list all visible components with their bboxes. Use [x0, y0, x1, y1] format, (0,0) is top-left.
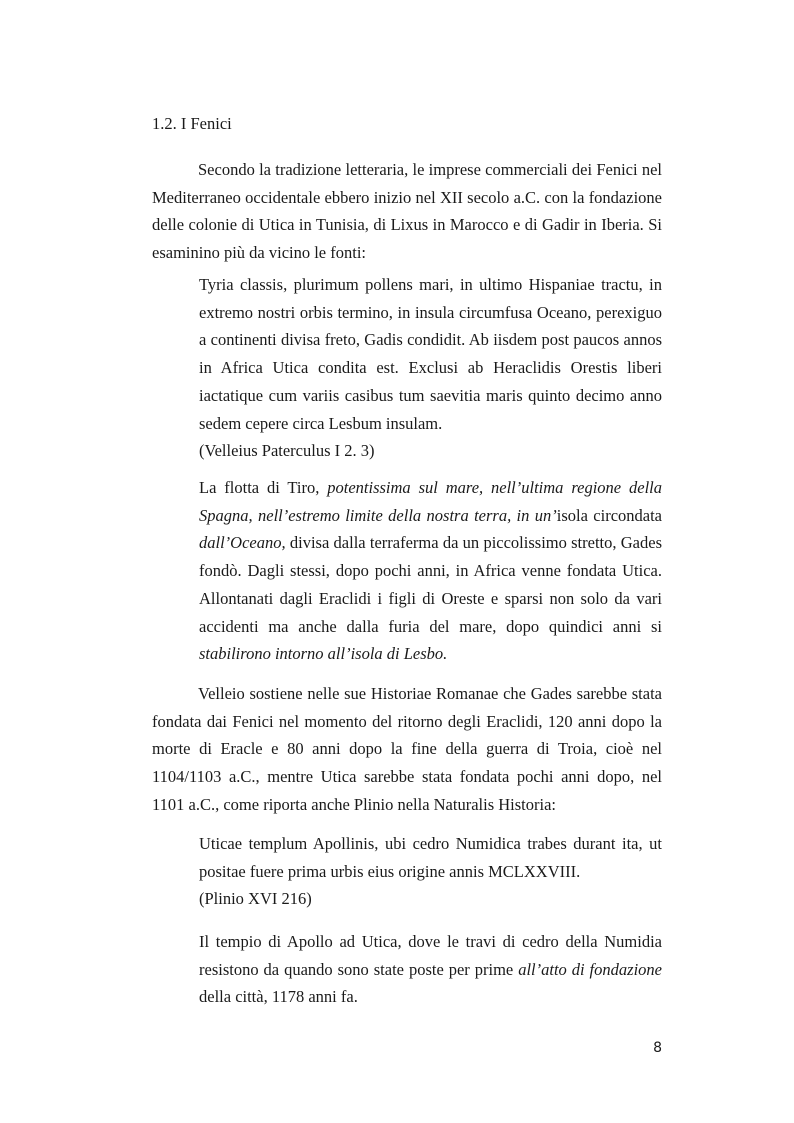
section-heading: 1.2. I Fenici: [152, 114, 232, 133]
latin-quote-plinio: [199, 830, 662, 913]
velleio-paragraph: Velleio sostiene nelle sue Historiae Romanae che Gades sarebbe stata fondata dai Fenici nel momento del ritorno degli Eraclidi, 120 anni dopo la morte di Eracle e 80 anni dopo la fine della guerra di Troia, cioè nel 1104/1103 a.C., mentre Utica sarebbe stata fondata pochi anni dopo, nel 1101 a.C., come riporta anche Plinio nella Naturalis Historia:: [152, 684, 662, 814]
page-number: 8: [653, 1040, 662, 1056]
translation-segment: della città, 1178 anni fa.: [199, 987, 358, 1007]
citation-plinio: (Plinio XVI 216): [199, 889, 312, 909]
translation-plinio: [199, 928, 662, 1011]
latin-quote-text: Uticae templum Apollinis, ubi cedro Numidica trabes durant ita, ut positae fuere prima urbis eius origine annis MCLXXVIII.: [199, 834, 662, 881]
translation-segment-italic: dall’Oceano,: [199, 533, 286, 553]
translation-segment-italic: potentissima sul mare, nell’ultima regione della Spagna, nell’estremo limite della nostra terra, in un’: [199, 478, 662, 525]
latin-quote-text: Tyria classis, plurimum pollens mari, in ultimo Hispaniae tractu, in extremo nostri orbis termino, in insula circumfusa Oceano, perexiguo a continenti divisa freto, Gadis condidit. Ab iisdem post paucos annos in Africa Utica condita est. Exclusi ab Heraclidis Orestis liberi iactatique cum variis casibus tum saevitia maris quinto decimo anno sedem cepere circa Lesbum insulam.: [199, 275, 662, 433]
translation-segment-italic: all’atto di fondazione: [518, 959, 662, 979]
latin-quote-velleius: [199, 271, 662, 465]
translation-segment: isola circondata: [556, 505, 663, 525]
translation-segment: La flotta di Tiro,: [199, 478, 328, 497]
translation-segment: divisa dalla terraferma da un piccolissimo stretto, Gades fondò. Dagli stessi, dopo pochi anni, in Africa venne fondata Utica. Allontanati dagli Eraclidi i figli di Oreste e sparsi non solo da vari accidenti ma anche dalla furia del mare, dopo quindici anni si: [199, 533, 662, 636]
citation-velleius: (Velleius Paterculus I 2. 3): [199, 441, 375, 461]
intro-paragraph: Secondo la tradizione letteraria, le imprese commerciali dei Fenici nel Mediterraneo occidentale ebbero inizio nel XII secolo a.C. con la fondazione delle colonie di Utica in Tunisia, di Lixus in Marocco e di Gadir in Iberia. Si esaminino più da vicino le fonti:: [152, 160, 662, 263]
translation-velleius: [199, 474, 662, 668]
translation-segment-italic: stabilirono intorno all’isola di Lesbo.: [199, 644, 448, 664]
translation-segment: Il tempio di Apollo ad Utica, dove le travi di cedro della Numidia resistono da quando sono state poste per prime: [199, 932, 662, 979]
